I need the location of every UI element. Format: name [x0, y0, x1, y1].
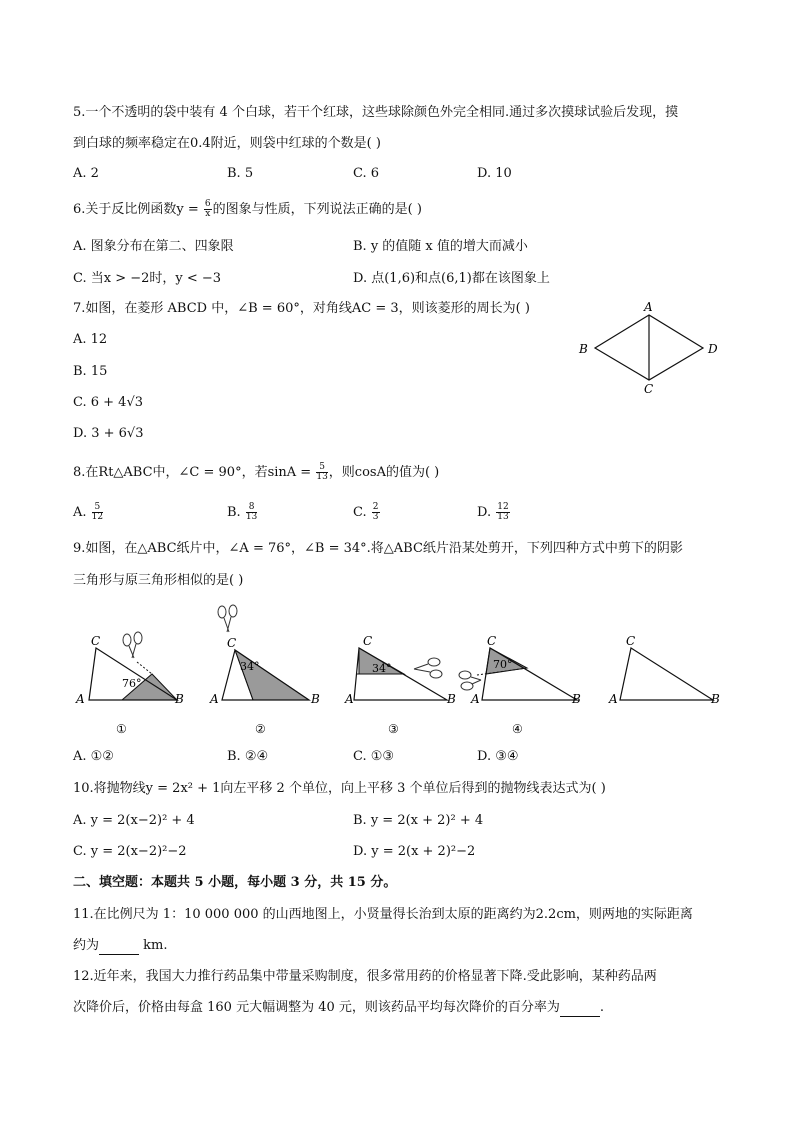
q7-option-c: C. 6 + 4√3 [73, 395, 144, 410]
q5-stem-line1: 5.一个不透明的袋中装有 4 个白球，若干个红球，这些球除颜色外完全相同.通过多次摸球试验后发现，摸 [73, 105, 679, 120]
q6-option-c: C. 当x > −2时，y < −3 [73, 271, 222, 286]
fig3-scissors-icon [414, 658, 442, 678]
fig4-label-a: A [471, 692, 480, 706]
q8-option-b [227, 503, 258, 522]
q10-stem: 10.将抛物线y = 2x² + 1向左平移 2 个单位，向上平移 3 个单位后得到的抛物线表达式为( ) [73, 781, 606, 796]
q8-option-a-letter: A. [73, 505, 87, 520]
q9-figure-2 [205, 600, 335, 740]
fig2-label-b: B [311, 692, 320, 706]
q8-option-d-den: 13 [497, 512, 509, 522]
fig3-label-a: A [345, 692, 354, 706]
q8-option-c [353, 503, 381, 522]
rhombus-label-c: C [644, 382, 654, 396]
rhombus-label-d: D [708, 342, 718, 356]
q8-fraction [316, 463, 327, 482]
q6-frac-den: x [205, 209, 211, 219]
q8-option-c-num: 2 [372, 502, 379, 512]
q8-option-b-den: 13 [245, 512, 258, 522]
fig4-label-c: C [487, 634, 497, 648]
q8-frac-den: 13 [316, 472, 328, 482]
q8-option-a-num: 5 [92, 503, 103, 513]
q8-option-d-frac [496, 503, 509, 522]
q8-frac-num: 5 [316, 463, 327, 473]
fig4-angle-label: 70° [493, 658, 513, 671]
q8-option-b-letter: B. [227, 505, 241, 520]
fig2-caption: ② [255, 722, 266, 736]
fig1-cut-line [137, 662, 152, 674]
q8-option-c-frac [372, 503, 380, 522]
q8-option-a-den: 12 [91, 512, 104, 522]
q6-fraction [204, 200, 212, 219]
q8-stem [73, 463, 439, 482]
q8-option-d [477, 503, 511, 522]
q9-option-c: C. ①③ [353, 749, 395, 764]
q6-option-a: A. 图象分布在第二、四象限 [73, 239, 234, 254]
fig3-angle-label: 34° [372, 662, 392, 675]
q12-stem-line1: 12.近年来，我国大力推行药品集中带量采购制度，很多常用药的价格显著下降.受此影响，某种药品两 [73, 969, 657, 984]
q10-option-b: B. y = 2(x + 2)² + 4 [353, 813, 484, 828]
q8-stem-suffix: ，则cosA的值为( ) [328, 465, 440, 480]
fig2-scissors-icon [218, 605, 237, 632]
fig3-label-c: C [363, 634, 373, 648]
orig-label-b: B [711, 692, 720, 706]
fig1-label-b: B [175, 692, 184, 706]
section-2-heading: 二、填空题：本题共 5 小题，每小题 3 分，共 15 分。 [73, 875, 397, 890]
fig4-label-b: B [572, 692, 581, 706]
q9-option-d: D. ③④ [477, 749, 519, 764]
fig3-caption: ③ [388, 722, 399, 736]
rhombus-label-a: A [644, 300, 653, 314]
q8-option-a-frac [92, 503, 103, 522]
q11-stem-line2 [73, 937, 168, 955]
q7-option-a: A. 12 [73, 332, 108, 347]
q5-option-d: D. 10 [477, 166, 512, 181]
rhombus-label-b: B [579, 342, 588, 356]
q5-option-c: C. 6 [353, 166, 380, 181]
q9-original-triangle [606, 600, 731, 740]
q11-answer-blank[interactable] [99, 942, 139, 955]
q11-stem-line1: 11.在比例尺为 1：10 000 000 的山西地图上，小贤量得长治到太原的距离约为2.2cm，则两地的实际距离 [73, 907, 693, 922]
q7-option-d: D. 3 + 6√3 [73, 426, 144, 441]
q8-option-a [73, 503, 104, 522]
fig1-label-a: A [76, 692, 85, 706]
fig1-scissors-icon [123, 632, 142, 658]
q7-option-b: B. 15 [73, 364, 108, 379]
q6-stem [73, 200, 422, 219]
q9-option-a: A. ①② [73, 749, 114, 764]
q9-option-b: B. ②④ [227, 749, 269, 764]
orig-label-a: A [609, 692, 618, 706]
q11-line2-suffix: km. [139, 938, 168, 953]
q8-stem-prefix: 8.在Rt△ABC中，∠C = 90°，若sinA = [73, 465, 316, 480]
q6-stem-suffix: 的图象与性质，下列说法正确的是( ) [212, 202, 422, 217]
q8-option-d-num: 12 [497, 502, 509, 512]
q10-option-d: D. y = 2(x + 2)²−2 [353, 844, 476, 859]
fig1-label-c: C [91, 634, 101, 648]
q6-option-d: D. 点(1,6)和点(6,1)都在该图象上 [353, 271, 550, 286]
fig3-label-b: B [447, 692, 456, 706]
q12-answer-blank[interactable] [560, 1004, 600, 1017]
q8-option-b-frac [246, 503, 257, 522]
orig-label-c: C [626, 634, 636, 648]
q6-option-b: B. y 的值随 x 值的增大而减小 [353, 239, 528, 254]
fig2-label-a: A [210, 692, 219, 706]
fig2-angle-label: 34° [240, 660, 260, 673]
q9-stem-line1: 9.如图，在△ABC纸片中，∠A = 76°，∠B = 34°.将△ABC纸片沿某处剪开，下列四种方式中剪下的阴影 [73, 541, 683, 556]
q5-option-b: B. 5 [227, 166, 254, 181]
q6-stem-prefix: 6.关于反比例函数y = [73, 202, 203, 217]
q8-option-b-num: 8 [246, 503, 257, 513]
original-triangle [620, 648, 713, 700]
q5-option-a: A. 2 [73, 166, 99, 181]
fig4-caption: ④ [512, 722, 523, 736]
q8-option-c-den: 3 [372, 512, 379, 522]
fig1-caption: ① [116, 722, 127, 736]
q9-figure-4 [455, 600, 590, 740]
q10-option-a: A. y = 2(x−2)² + 4 [73, 813, 195, 828]
q12-line2-suffix: . [599, 1000, 605, 1015]
q12-line2-text: 次降价后，价格由每盒 160 元大幅调整为 40 元，则该药品平均每次降价的百分率为 [73, 1000, 560, 1015]
q5-stem-line2: 到白球的频率稳定在0.4附近，则袋中红球的个数是( ) [73, 136, 381, 151]
q10-option-c: C. y = 2(x−2)²−2 [73, 844, 187, 859]
q9-figure-1 [72, 600, 192, 740]
fig4-scissors-icon [459, 671, 481, 690]
q12-stem-line2 [73, 999, 604, 1017]
q6-frac-num: 6 [204, 199, 211, 209]
fig2-label-c: C [227, 636, 237, 650]
fig1-angle-label: 76° [122, 677, 142, 690]
q11-line2-prefix: 约为 [73, 938, 100, 953]
q7-stem: 7.如图，在菱形 ABCD 中，∠B = 60°，对角线AC = 3，则该菱形的周长为( ) [73, 301, 530, 316]
q8-option-c-letter: C. [353, 505, 367, 520]
q9-stem-line2: 三角形与原三角形相似的是( ) [73, 573, 244, 588]
q8-option-d-letter: D. [477, 505, 492, 520]
rhombus-figure [575, 300, 725, 400]
